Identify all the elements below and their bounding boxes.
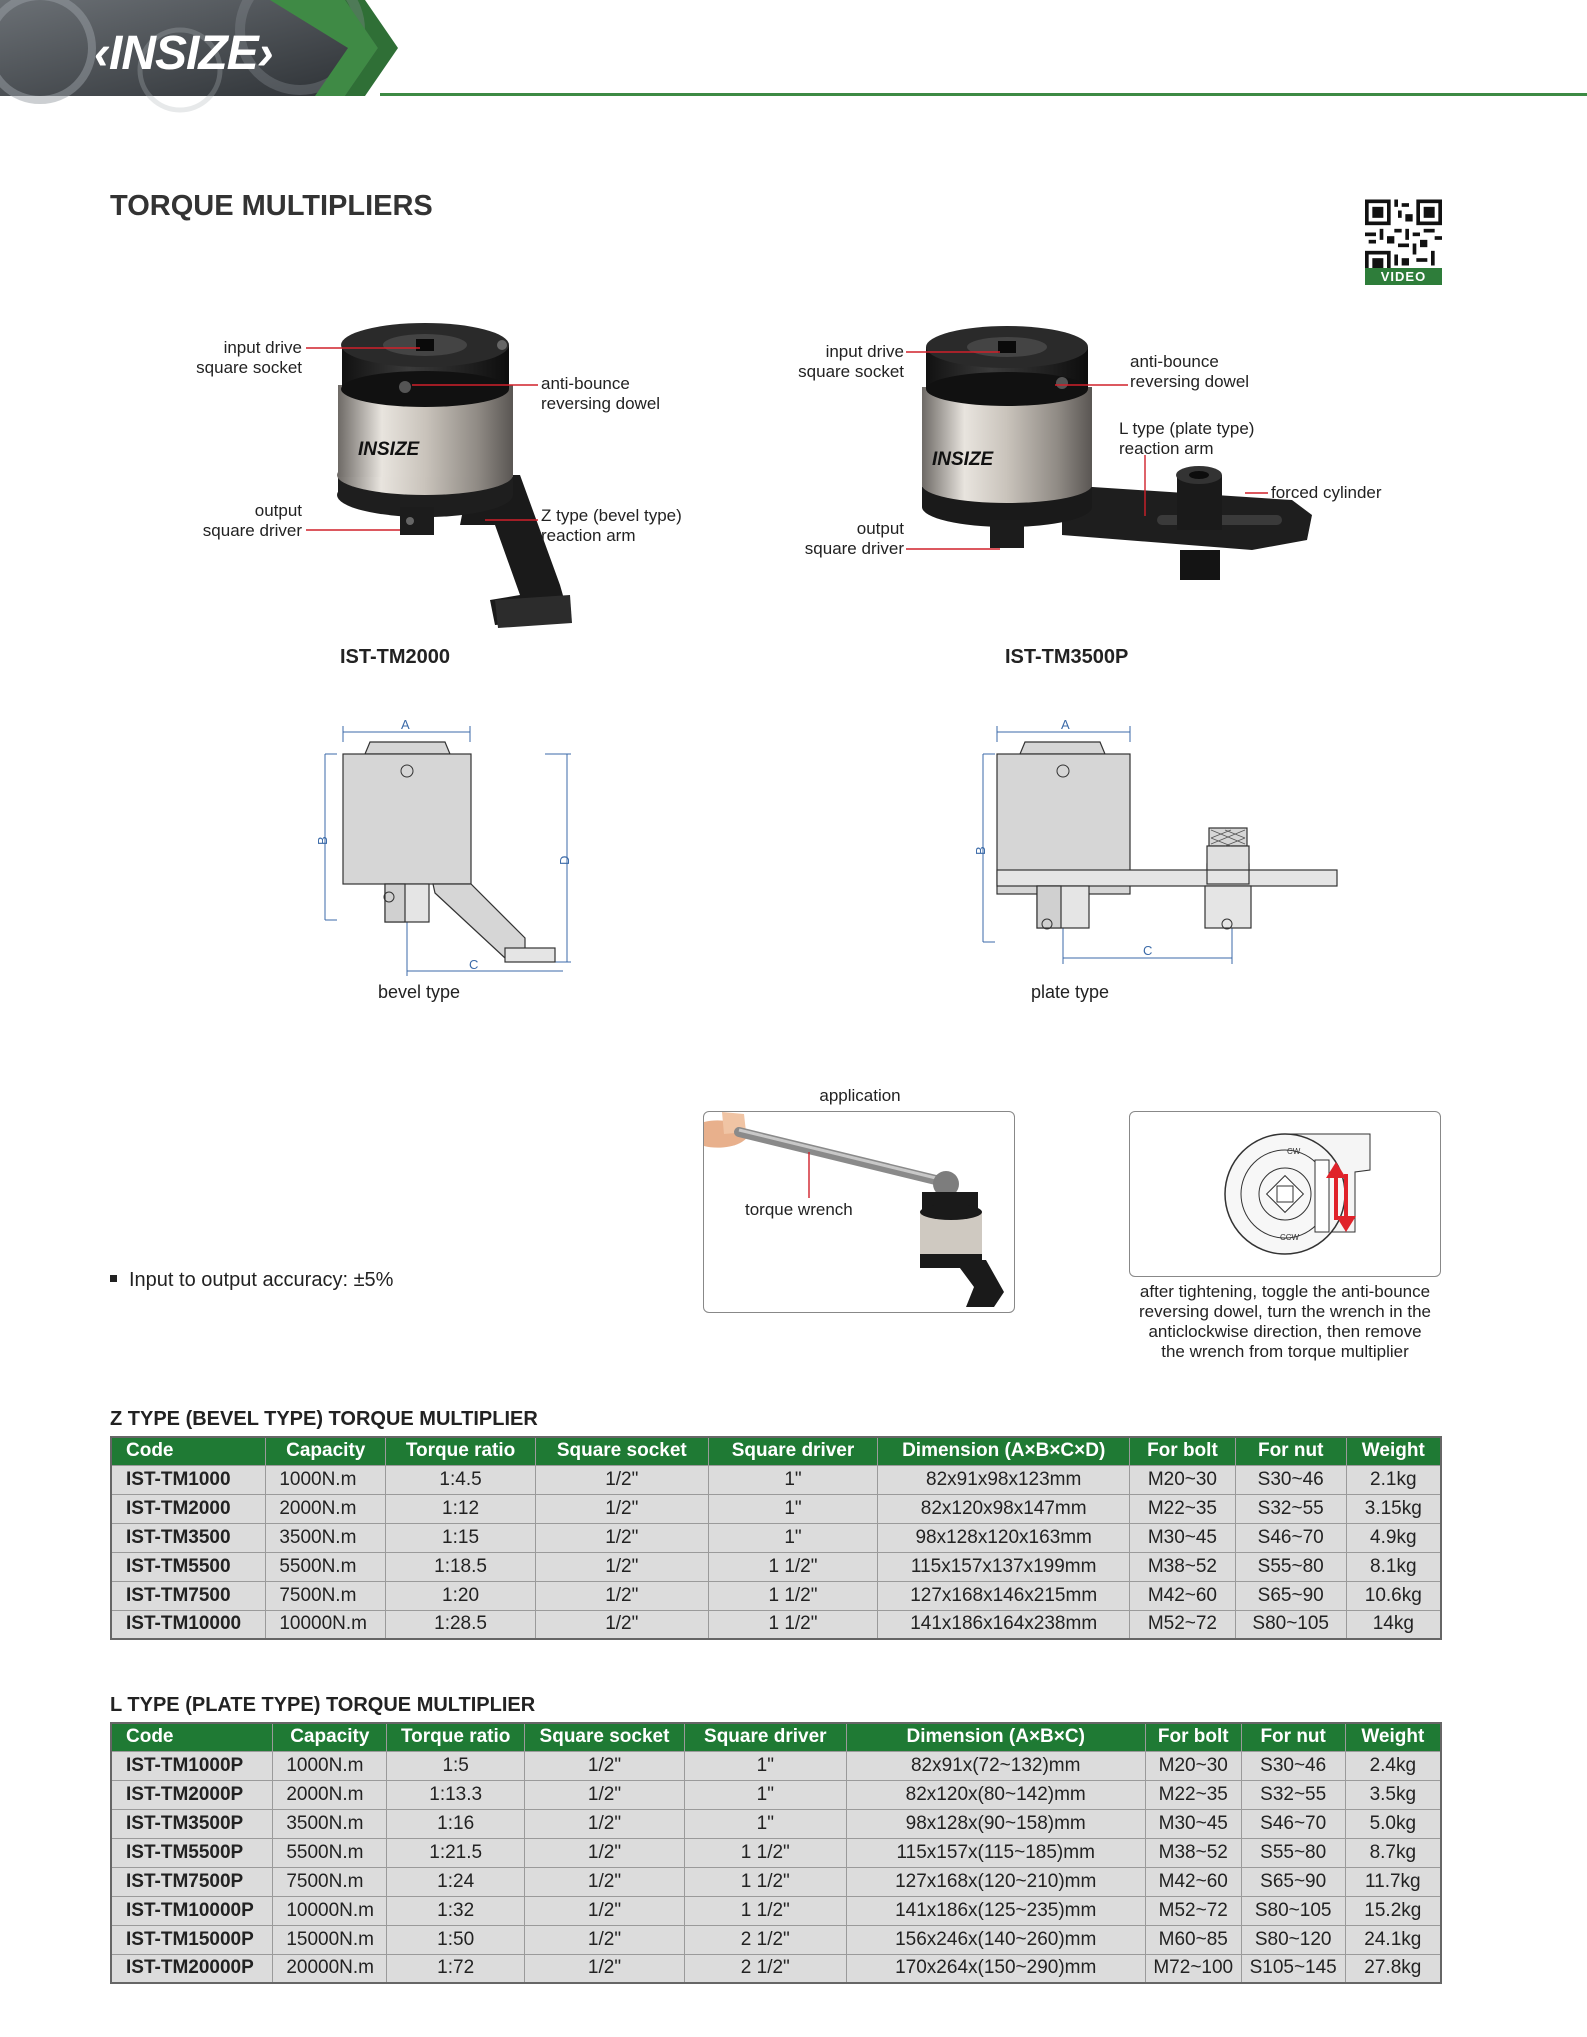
table-cell: 5500N.m <box>266 1552 386 1581</box>
table-cell: 24.1kg <box>1345 1925 1441 1954</box>
callout-torque-wrench: torque wrench <box>745 1200 853 1219</box>
table-cell: 1 1/2" <box>684 1867 846 1896</box>
dim-label-b: B <box>315 836 330 845</box>
cw-label: CW <box>1287 1147 1301 1156</box>
table-row <box>111 1780 1441 1809</box>
table-cell: 1" <box>708 1523 878 1552</box>
model-label-tm3500p: IST-TM3500P <box>1005 646 1129 668</box>
table-cell: 1 1/2" <box>708 1552 878 1581</box>
table-row <box>111 1494 1441 1523</box>
table-cell: 127x168x(120~210)mm <box>846 1867 1145 1896</box>
col-header: Code <box>111 1437 266 1465</box>
table-cell: 1 1/2" <box>684 1896 846 1925</box>
table-cell: 1:18.5 <box>386 1552 536 1581</box>
table-cell: S55~80 <box>1235 1552 1346 1581</box>
table-header-row <box>111 1723 1441 1751</box>
table-cell: 1/2" <box>525 1896 685 1925</box>
table-cell: 127x168x146x215mm <box>878 1581 1130 1610</box>
table-cell: M38~52 <box>1145 1838 1241 1867</box>
col-header: Square driver <box>684 1723 846 1751</box>
table-row <box>111 1581 1441 1610</box>
table-row <box>111 1552 1441 1581</box>
table-cell: 1" <box>684 1751 846 1780</box>
callout-lines-right <box>900 340 1280 560</box>
drawing-plate-type <box>975 718 1325 978</box>
table-cell: 11.7kg <box>1345 1867 1441 1896</box>
z-table-title: Z TYPE (BEVEL TYPE) TORQUE MULTIPLIER <box>110 1408 538 1430</box>
table-row <box>111 1751 1441 1780</box>
table-cell: 1/2" <box>525 1838 685 1867</box>
table-cell: 1/2" <box>525 1780 685 1809</box>
table-cell: S32~55 <box>1235 1494 1346 1523</box>
callout-lines-left <box>300 340 550 540</box>
dowel-toggle-diagram <box>1130 1112 1440 1276</box>
table-cell: 5.0kg <box>1345 1809 1441 1838</box>
table-cell: 141x186x164x238mm <box>878 1610 1130 1639</box>
z-type-spec-table <box>110 1436 1442 1640</box>
table-row <box>111 1896 1441 1925</box>
table-cell: 3.15kg <box>1346 1494 1441 1523</box>
table-cell: 1:32 <box>387 1896 525 1925</box>
col-header: Dimension (A×B×C) <box>846 1723 1145 1751</box>
callout-forced-cylinder: forced cylinder <box>1271 483 1382 502</box>
table-cell: IST-TM3500 <box>111 1523 266 1552</box>
table-cell: 15.2kg <box>1345 1896 1441 1925</box>
dowel-note-line-2: reversing dowel, turn the wrench in the <box>1139 1302 1431 1321</box>
table-cell: M52~72 <box>1145 1896 1241 1925</box>
table-cell: 2.1kg <box>1346 1465 1441 1494</box>
table-cell: 1" <box>708 1494 878 1523</box>
table-cell: 1" <box>684 1780 846 1809</box>
table-row <box>111 1465 1441 1494</box>
table-cell: 3500N.m <box>273 1809 387 1838</box>
table-cell: M72~100 <box>1145 1954 1241 1983</box>
product-logo: INSIZE <box>932 449 994 470</box>
table-cell: S80~105 <box>1241 1896 1345 1925</box>
table-cell: 82x91x(72~132)mm <box>846 1751 1145 1780</box>
dim-label-c: C <box>469 957 479 972</box>
table-cell: M20~30 <box>1145 1751 1241 1780</box>
table-cell: IST-TM15000P <box>111 1925 273 1954</box>
table-cell: 3500N.m <box>266 1523 386 1552</box>
table-cell: S30~46 <box>1241 1751 1345 1780</box>
table-cell: 1/2" <box>525 1925 685 1954</box>
callout-dowel-left: anti-bounce reversing dowel <box>541 374 661 413</box>
table-cell: 1:13.3 <box>387 1780 525 1809</box>
drawing-caption-bevel: bevel type <box>378 982 461 1002</box>
qr-video-label: VIDEO <box>1365 268 1442 285</box>
col-header: Dimension (A×B×C×D) <box>878 1437 1130 1465</box>
table-cell: M52~72 <box>1130 1610 1236 1639</box>
table-cell: 1/2" <box>535 1465 708 1494</box>
col-header: Square driver <box>708 1437 878 1465</box>
col-header: For bolt <box>1130 1437 1236 1465</box>
l-table-body <box>111 1751 1441 1983</box>
table-cell: S30~46 <box>1235 1465 1346 1494</box>
table-row <box>111 1523 1441 1552</box>
table-cell: IST-TM7500 <box>111 1581 266 1610</box>
dowel-note-line-1: after tightening, toggle the anti-bounce <box>1139 1282 1431 1301</box>
table-cell: 10000N.m <box>273 1896 387 1925</box>
table-cell: S46~70 <box>1241 1809 1345 1838</box>
table-cell: 1 1/2" <box>708 1610 878 1639</box>
callout-output-driver-right: output square driver <box>804 519 904 558</box>
callout-reaction-arm-right: L type (plate type) reaction arm <box>1119 419 1255 458</box>
table-cell: 1:28.5 <box>386 1610 536 1639</box>
table-cell: 3.5kg <box>1345 1780 1441 1809</box>
table-cell: S105~145 <box>1241 1954 1345 1983</box>
application-title: application <box>819 1086 901 1105</box>
table-cell: 82x120x(80~142)mm <box>846 1780 1145 1809</box>
callout-reaction-arm-left: Z type (bevel type) reaction arm <box>541 506 682 545</box>
table-cell: S80~120 <box>1241 1925 1345 1954</box>
page-header <box>0 0 1587 98</box>
l-type-spec-table <box>110 1722 1442 1984</box>
dim-label-c: C <box>1143 943 1153 958</box>
dowel-note-line-3: anticlockwise direction, then remove <box>1148 1322 1422 1341</box>
header-divider <box>380 93 1587 96</box>
col-header: Capacity <box>273 1723 387 1751</box>
table-cell: 8.7kg <box>1345 1838 1441 1867</box>
table-cell: 1/2" <box>535 1494 708 1523</box>
table-cell: 1/2" <box>525 1809 685 1838</box>
table-cell: M30~45 <box>1130 1523 1236 1552</box>
table-cell: 14kg <box>1346 1610 1441 1639</box>
table-cell: 1000N.m <box>266 1465 386 1494</box>
col-header: For nut <box>1235 1437 1346 1465</box>
drawing-caption-plate: plate type <box>1031 982 1110 1002</box>
table-cell: IST-TM1000P <box>111 1751 273 1780</box>
table-cell: 1:5 <box>387 1751 525 1780</box>
table-cell: 2.4kg <box>1345 1751 1441 1780</box>
dim-label-a: A <box>1061 717 1070 732</box>
callout-input-socket-right: input drive square socket <box>798 342 904 381</box>
table-cell: S65~90 <box>1235 1581 1346 1610</box>
table-cell: 20000N.m <box>273 1954 387 1983</box>
table-cell: 82x120x98x147mm <box>878 1494 1130 1523</box>
table-cell: 1:24 <box>387 1867 525 1896</box>
table-row <box>111 1954 1441 1983</box>
table-cell: M60~85 <box>1145 1925 1241 1954</box>
table-row <box>111 1925 1441 1954</box>
table-cell: M42~60 <box>1130 1581 1236 1610</box>
table-cell: 2000N.m <box>266 1494 386 1523</box>
table-cell: M20~30 <box>1130 1465 1236 1494</box>
table-cell: 1/2" <box>535 1552 708 1581</box>
table-cell: IST-TM5500P <box>111 1838 273 1867</box>
table-cell: S46~70 <box>1235 1523 1346 1552</box>
table-cell: 1:50 <box>387 1925 525 1954</box>
table-cell: 5500N.m <box>273 1838 387 1867</box>
table-cell: M38~52 <box>1130 1552 1236 1581</box>
table-cell: 98x128x120x163mm <box>878 1523 1130 1552</box>
dowel-toggle-illustration <box>1129 1111 1441 1277</box>
model-label-tm2000: IST-TM2000 <box>340 646 451 668</box>
table-row <box>111 1809 1441 1838</box>
table-cell: IST-TM2000P <box>111 1780 273 1809</box>
table-cell: 1 1/2" <box>708 1581 878 1610</box>
table-cell: 2000N.m <box>273 1780 387 1809</box>
table-cell: 1 1/2" <box>684 1838 846 1867</box>
col-header: Torque ratio <box>387 1723 525 1751</box>
table-cell: 8.1kg <box>1346 1552 1441 1581</box>
page-title: TORQUE MULTIPLIERS <box>110 190 433 222</box>
table-cell: 141x186x(125~235)mm <box>846 1896 1145 1925</box>
callout-input-socket-left: input drive square socket <box>196 338 302 377</box>
table-cell: 10.6kg <box>1346 1581 1441 1610</box>
table-cell: S65~90 <box>1241 1867 1345 1896</box>
table-row <box>111 1867 1441 1896</box>
table-cell: IST-TM10000 <box>111 1610 266 1639</box>
table-cell: M30~45 <box>1145 1809 1241 1838</box>
bullet-square-icon <box>110 1275 117 1282</box>
table-cell: 1:15 <box>386 1523 536 1552</box>
table-cell: 7500N.m <box>266 1581 386 1610</box>
drawing-bevel-type <box>315 718 575 978</box>
z-table-body <box>111 1465 1441 1639</box>
table-cell: IST-TM7500P <box>111 1867 273 1896</box>
col-header: Weight <box>1345 1723 1441 1751</box>
table-cell: IST-TM5500 <box>111 1552 266 1581</box>
table-header-row <box>111 1437 1441 1465</box>
table-cell: IST-TM20000P <box>111 1954 273 1983</box>
table-cell: 1:20 <box>386 1581 536 1610</box>
table-cell: M42~60 <box>1145 1867 1241 1896</box>
callout-output-driver-left: output square driver <box>202 501 302 540</box>
table-cell: 82x91x98x123mm <box>878 1465 1130 1494</box>
table-cell: 156x246x(140~260)mm <box>846 1925 1145 1954</box>
col-header: For nut <box>1241 1723 1345 1751</box>
col-header: Square socket <box>525 1723 685 1751</box>
table-cell: M22~35 <box>1130 1494 1236 1523</box>
table-cell: 170x264x(150~290)mm <box>846 1954 1145 1983</box>
table-cell: 1:16 <box>387 1809 525 1838</box>
table-cell: IST-TM2000 <box>111 1494 266 1523</box>
col-header: Square socket <box>535 1437 708 1465</box>
dowel-note-line-4: the wrench from torque multiplier <box>1161 1342 1409 1361</box>
dowel-note <box>1118 1282 1452 1362</box>
table-cell: 1/2" <box>535 1523 708 1552</box>
col-header: Capacity <box>266 1437 386 1465</box>
table-cell: 1:4.5 <box>386 1465 536 1494</box>
table-cell: 1" <box>708 1465 878 1494</box>
table-cell: 1:12 <box>386 1494 536 1523</box>
table-cell: S32~55 <box>1241 1780 1345 1809</box>
table-cell: 1:72 <box>387 1954 525 1983</box>
table-cell: 1000N.m <box>273 1751 387 1780</box>
accuracy-text: Input to output accuracy: ±5% <box>129 1269 394 1291</box>
product-logo: INSIZE <box>358 439 420 460</box>
col-header: Code <box>111 1723 273 1751</box>
accuracy-bullet <box>110 1269 393 1292</box>
dim-label-b: B <box>973 846 988 855</box>
table-cell: S80~105 <box>1235 1610 1346 1639</box>
table-cell: 2 1/2" <box>684 1954 846 1983</box>
table-cell: 1/2" <box>535 1610 708 1639</box>
table-cell: 1/2" <box>525 1867 685 1896</box>
table-cell: M22~35 <box>1145 1780 1241 1809</box>
table-cell: 1/2" <box>535 1581 708 1610</box>
col-header: For bolt <box>1145 1723 1241 1751</box>
callout-dowel-right: anti-bounce reversing dowel <box>1130 352 1250 391</box>
dim-label-a: A <box>401 717 410 732</box>
table-cell: IST-TM10000P <box>111 1896 273 1925</box>
table-cell: 4.9kg <box>1346 1523 1441 1552</box>
col-header: Torque ratio <box>386 1437 536 1465</box>
table-cell: IST-TM1000 <box>111 1465 266 1494</box>
table-cell: 2 1/2" <box>684 1925 846 1954</box>
table-row <box>111 1838 1441 1867</box>
ccw-label: CCW <box>1280 1233 1300 1242</box>
table-cell: 1:21.5 <box>387 1838 525 1867</box>
table-row <box>111 1610 1441 1639</box>
table-cell: IST-TM3500P <box>111 1809 273 1838</box>
table-cell: 1/2" <box>525 1751 685 1780</box>
table-cell: 115x157x(115~185)mm <box>846 1838 1145 1867</box>
table-cell: 1/2" <box>525 1954 685 1983</box>
l-table-title: L TYPE (PLATE TYPE) TORQUE MULTIPLIER <box>110 1694 536 1716</box>
table-cell: 1" <box>684 1809 846 1838</box>
table-cell: 27.8kg <box>1345 1954 1441 1983</box>
insize-logo: ‹INSIZE› <box>94 27 273 80</box>
table-cell: S55~80 <box>1241 1838 1345 1867</box>
dim-label-d: D <box>557 855 572 865</box>
table-cell: 15000N.m <box>273 1925 387 1954</box>
table-cell: 7500N.m <box>273 1867 387 1896</box>
table-cell: 10000N.m <box>266 1610 386 1639</box>
table-cell: 115x157x137x199mm <box>878 1552 1130 1581</box>
col-header: Weight <box>1346 1437 1441 1465</box>
table-cell: 98x128x(90~158)mm <box>846 1809 1145 1838</box>
